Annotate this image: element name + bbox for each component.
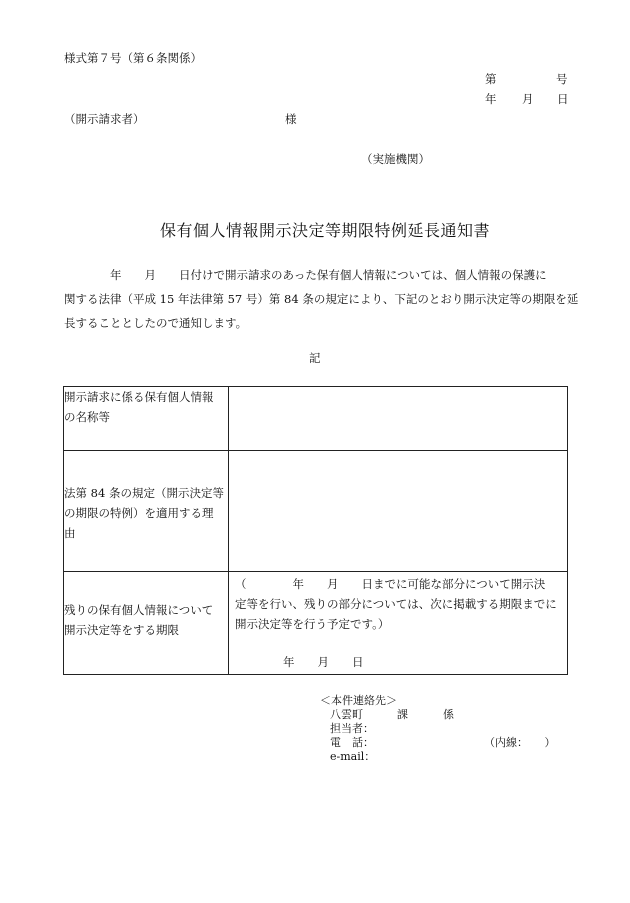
requester-honorific: 様 — [285, 112, 297, 126]
reason-value-cell[interactable] — [229, 451, 568, 572]
table-row — [64, 451, 568, 572]
label-line: の名称等 — [64, 410, 110, 424]
document-title: 保有個人情報開示決定等期限特例延長通知書 — [160, 221, 491, 240]
paragraph-line: 関する法律（平成 15 年法律第 57 号）第 84 条の規定により、下記のとおり開示決定等の期限を延 — [64, 292, 579, 306]
label-line: 法第 84 条の規定（開示決定等 — [64, 486, 224, 500]
label-line: 開示請求に係る保有個人情報 — [64, 390, 214, 404]
deadline-value-cell[interactable] — [229, 572, 568, 675]
deadline-line: （ 年 月 日までに可能な部分について開示決 — [235, 577, 546, 591]
department-town: 八雲町 — [330, 708, 363, 721]
phone-extension: （内線： ） — [484, 736, 556, 749]
date-year: 年 — [485, 92, 497, 106]
table-row — [64, 387, 568, 451]
label-line: の期限の特例）を適用する理 — [64, 506, 214, 520]
doc-number-prefix: 第 — [485, 72, 497, 86]
contact-department — [320, 708, 454, 722]
contact-block — [320, 694, 556, 764]
deadline-label-cell — [64, 572, 229, 675]
info-table — [63, 386, 568, 675]
contact-email: e-mail： — [330, 750, 376, 763]
ki-heading: 記 — [309, 351, 321, 365]
paragraph-line: 年 月 日付けで開示請求のあった保有個人情報については、個人情報の保護に — [64, 268, 547, 282]
label-line: 由 — [64, 526, 76, 540]
department-kakari: 係 — [443, 708, 454, 721]
date-month: 月 — [522, 92, 534, 106]
date-day: 日 — [557, 92, 569, 106]
reason-label-cell — [64, 451, 229, 572]
contact-person: 担当者： — [330, 722, 374, 735]
contact-phone — [320, 736, 556, 750]
doc-number-suffix: 号 — [556, 72, 568, 86]
label-line: 残りの保有個人情報について — [64, 603, 214, 617]
phone-label: 電 話： — [330, 736, 374, 749]
agency-label: （実施機関） — [361, 152, 430, 166]
name-label-cell — [64, 387, 229, 451]
contact-heading: ＜本件連絡先＞ — [320, 694, 397, 707]
requester-label: （開示請求者） — [64, 112, 145, 126]
name-value-cell[interactable] — [229, 387, 568, 451]
label-line: 開示決定等をする期限 — [64, 623, 179, 637]
notice-paragraph — [64, 263, 579, 335]
deadline-date: 年 月 日 — [283, 655, 364, 669]
department-ka: 課 — [397, 708, 408, 721]
table-row — [64, 572, 568, 675]
paragraph-line: 長することとしたので通知します。 — [64, 316, 248, 330]
deadline-line: 定等を行い、残りの部分については、次に掲載する期限までに — [235, 597, 557, 611]
deadline-line: 開示決定等を行う予定です。） — [235, 617, 390, 631]
form-number: 様式第７号（第６条関係） — [64, 51, 202, 65]
